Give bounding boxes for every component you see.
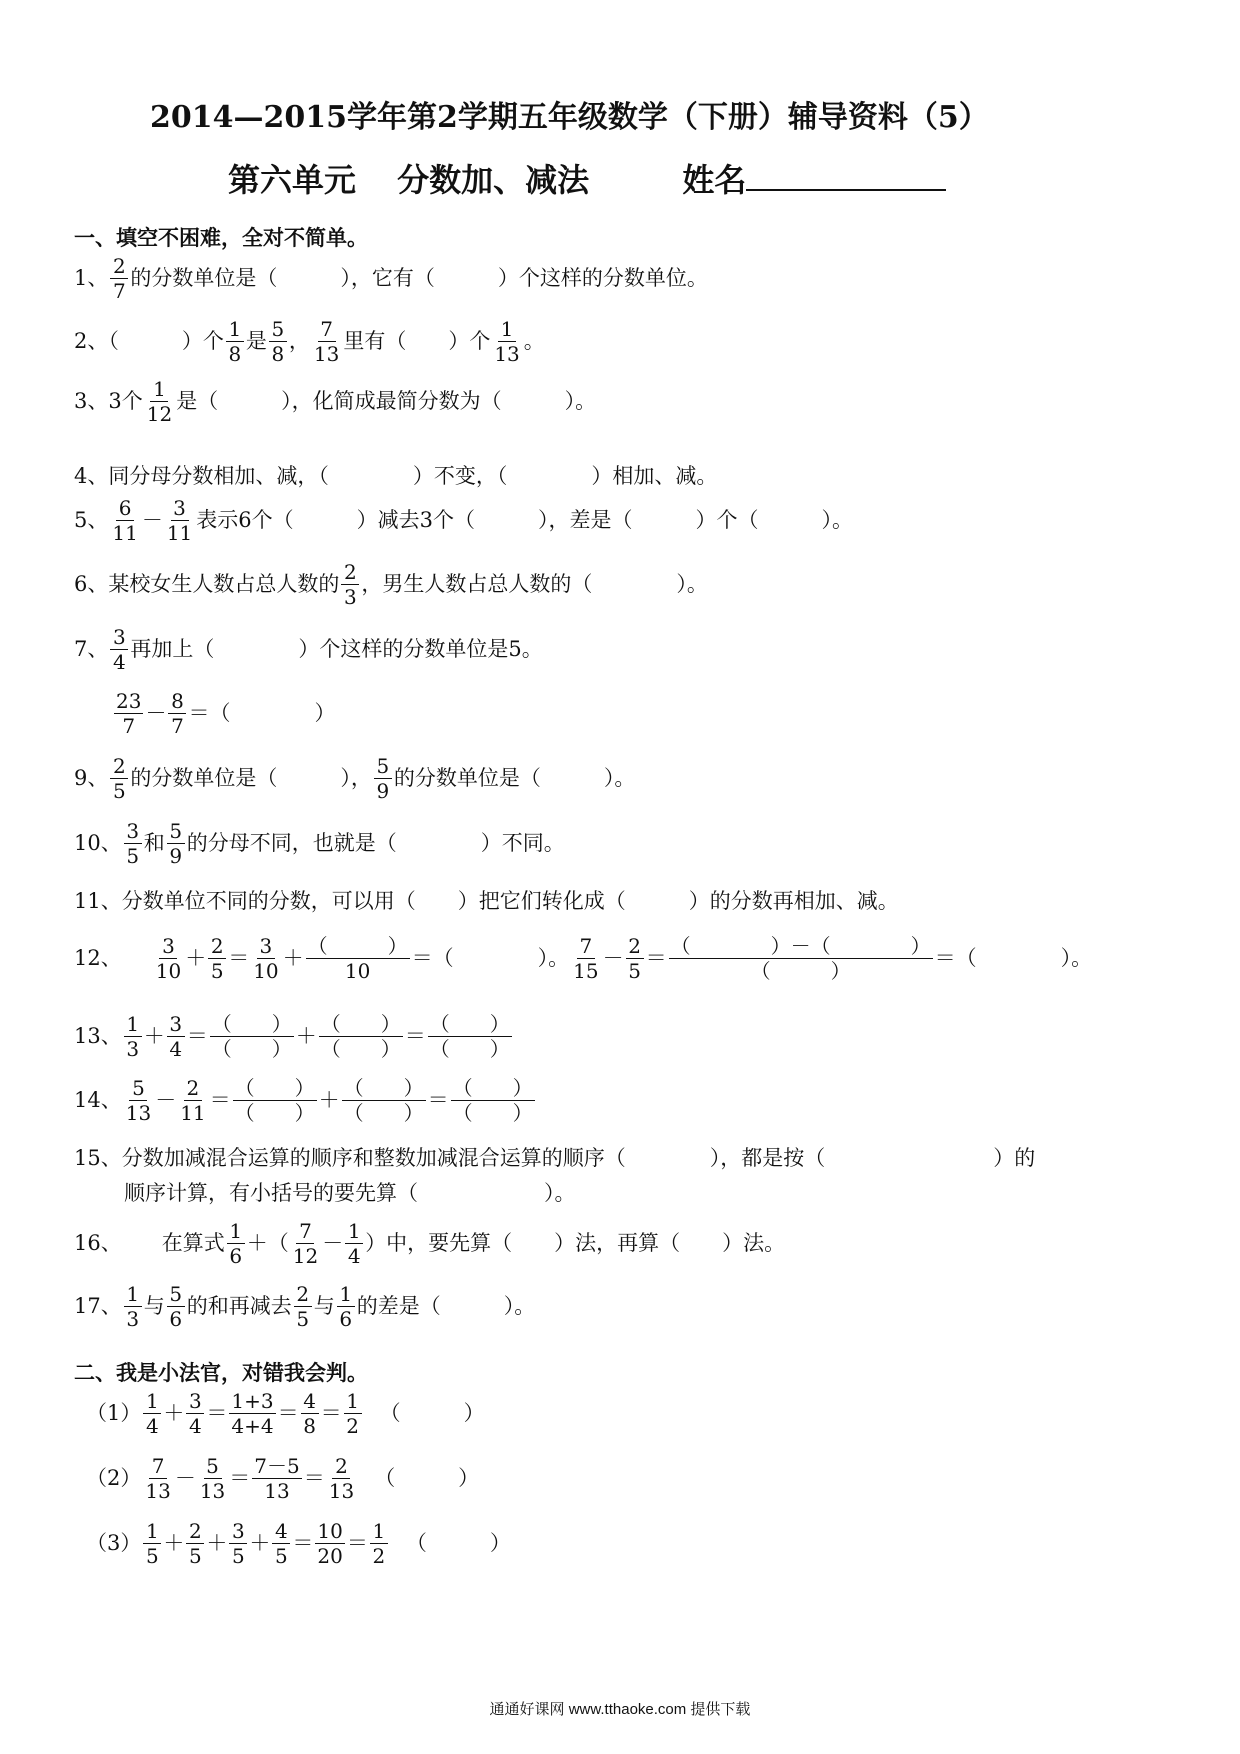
answer-fraction-blank[interactable]: $\frac{( )}{( )}$: [320, 1012, 401, 1061]
name-label: 姓名: [682, 161, 747, 199]
fraction: $\frac{1}{6}$: [227, 1220, 245, 1267]
fraction: $\frac{5}{9}$: [167, 820, 185, 867]
fraction: $\frac{5}{9}$: [374, 755, 392, 802]
question-5: 5、 $\frac{6}{11}$ － $\frac{3}{11}$ 表示6个（ ）减去3个（ ），差是（ ）个（ ）。: [74, 496, 854, 545]
fraction: $\frac{1}{2}$: [344, 1390, 362, 1437]
question-14: 14、 $\frac{5}{13}$ － $\frac{2}{11}$ ＝ $\frac{( )}{( )}$ ＋ $\frac{( )}{( )}$ ＝ $\frac{( )}{( )}$: [74, 1076, 533, 1125]
fraction: $\frac{3}{5}$: [124, 820, 142, 867]
fraction: $\frac{3}{5}$: [229, 1520, 247, 1567]
answer-fraction-blank[interactable]: $\frac{( )}{10}$: [307, 934, 408, 983]
section-heading-fill-in: 一、填空不困难，全对不简单。: [74, 225, 368, 250]
fraction: $\frac{8}{7}$: [168, 690, 186, 737]
fraction: $\frac{10}{20}$: [317, 1519, 343, 1568]
answer-fraction-blank[interactable]: $\frac{( )}{( )}$: [343, 1076, 424, 1125]
question-15-line-2: 顺序计算，有小括号的要先算（ ）。: [124, 1181, 576, 1205]
fraction: $\frac{5}{6}$: [167, 1283, 185, 1330]
judge-answer-blank[interactable]: （ ）: [405, 1531, 511, 1555]
question-1: 1、 $\frac{2}{7}$ 的分数单位是（ ），它有（ ）个这样的分数单位。: [74, 254, 708, 303]
fraction: $\frac{3}{10}$: [253, 934, 279, 983]
judge-answer-blank[interactable]: （ ）: [374, 1466, 480, 1490]
fraction: $\frac{2}{11}$: [180, 1076, 206, 1125]
fraction: $\frac{2}{5}$: [110, 755, 128, 802]
fraction: $\frac{6}{11}$: [112, 496, 138, 545]
unit-label: 第六单元: [228, 161, 357, 199]
name-blank-line[interactable]: [746, 163, 946, 191]
fraction: $\frac{3}{10}$: [155, 934, 182, 983]
fraction: $\frac{1}{3}$: [124, 1013, 142, 1060]
question-15-line-1: 15、分数加减混合运算的顺序和整数加减混合运算的顺序（ ），都是按（ ）的: [74, 1146, 1036, 1170]
fraction: $\frac{1}{3}$: [124, 1283, 142, 1330]
fraction: $\frac{5}{8}$: [269, 318, 287, 365]
question-12: 12、 $\frac{3}{10}$ ＋ $\frac{2}{5}$ ＝ $\frac{3}{10}$ ＋ $\frac{( )}{10}$ ＝（ ）。 $\frac{7}{15}$ － $\frac{2}{5}$ ＝ $\frac{( )-( )}{( )}$ ＝（ ）。: [74, 934, 1093, 983]
question-16: 16、 在算式 $\frac{1}{6}$ ＋（ $\frac{7}{12}$ － $\frac{1}{4}$ ）中，要先算（ ）法，再算（ ）法。: [74, 1219, 786, 1268]
question-3: 3、3个 $\frac{1}{12}$ 是（ ），化简成最简分数为（ ）。: [74, 377, 597, 426]
page-title: 2014—2015学年第2学期五年级数学（下册）辅导资料（5）: [150, 100, 989, 135]
question-13: 13、 $\frac{1}{3}$ ＋ $\frac{3}{4}$ ＝ $\frac{( )}{( )}$ ＋ $\frac{( )}{( )}$ ＝ $\frac{( )}{( )}$: [74, 1012, 510, 1061]
fraction: $\frac{2}{7}$: [110, 255, 128, 302]
question-11: 11、分数单位不同的分数，可以用（ ）把它们转化成（ ）的分数再相加、减。: [74, 889, 899, 913]
question-4: 4、同分母分数相加、减，（ ）不变，（ ）相加、减。: [74, 464, 718, 488]
fraction: $\frac{1}{4}$: [345, 1220, 363, 1267]
fraction: $\frac{7}{13}$: [313, 317, 340, 366]
fraction: $\frac{7}{13}$: [145, 1454, 171, 1503]
question-10: 10、 $\frac{3}{5}$ 和 $\frac{5}{9}$ 的分母不同，也就是（ ）不同。: [74, 819, 565, 868]
fraction: $\frac{2}{5}$: [294, 1283, 312, 1330]
fraction: $\frac{3}{4}$: [167, 1013, 185, 1060]
fraction: $\frac{1}{13}$: [494, 317, 520, 366]
fraction: $\frac{4}{8}$: [301, 1390, 319, 1437]
fraction: $\frac{5}{13}$: [199, 1454, 226, 1503]
judge-item-2: （2） $\frac{7}{13}$ － $\frac{5}{13}$ ＝ $\frac{7-5}{13}$ ＝ $\frac{2}{13}$ （ ）: [86, 1454, 480, 1503]
answer-fraction-blank[interactable]: $\frac{( )}{( )}$: [211, 1012, 292, 1061]
footer-credit: 通通好课网 www.tthaoke.com 提供下载: [489, 1701, 751, 1718]
fraction: $\frac{1}{4}$: [143, 1390, 161, 1437]
fraction: $\frac{2}{5}$: [208, 935, 226, 982]
fraction: $\frac{3}{11}$: [166, 496, 193, 545]
fraction: $\frac{1}{8}$: [226, 318, 244, 365]
fraction: $\frac{7}{15}$: [573, 934, 599, 983]
topic-label: 分数加、减法: [397, 161, 590, 199]
fraction: $\frac{3}{4}$: [186, 1390, 204, 1437]
fraction: $\frac{23}{7}$: [116, 689, 142, 738]
fraction: $\frac{7}{12}$: [292, 1219, 319, 1268]
question-6: 6、某校女生人数占总人数的 $\frac{2}{3}$ ，男生人数占总人数的（ ）。: [74, 560, 708, 609]
answer-fraction-blank[interactable]: $\frac{( )}{( )}$: [234, 1076, 315, 1125]
answer-fraction-blank[interactable]: $\frac{( )}{( )}$: [452, 1076, 533, 1125]
answer-fraction-blank[interactable]: $\frac{( )-( )}{( )}$: [670, 934, 931, 983]
answer-fraction-blank[interactable]: $\frac{( )}{( )}$: [429, 1012, 510, 1061]
question-9: 9、 $\frac{2}{5}$ 的分数单位是（ ）， $\frac{5}{9}$ 的分数单位是（ ）。: [74, 754, 636, 803]
fraction: $\frac{7-5}{13}$: [254, 1454, 300, 1503]
judge-item-3: （3） $\frac{1}{5}$ ＋ $\frac{2}{5}$ ＋ $\frac{3}{5}$ ＋ $\frac{4}{5}$ ＝ $\frac{10}{20}$ ＝ $\frac{1}{2}$ （ ）: [86, 1519, 511, 1568]
page-subtitle: [228, 155, 946, 201]
judge-item-1: （1） $\frac{1}{4}$ ＋ $\frac{3}{4}$ ＝ $\frac{1+3}{4+4}$ ＝ $\frac{4}{8}$ ＝ $\frac{1}{2}$ （ ）: [86, 1389, 485, 1438]
judge-answer-blank[interactable]: （ ）: [379, 1401, 485, 1425]
fraction: $\frac{1}{5}$: [143, 1520, 161, 1567]
fraction: $\frac{1}{12}$: [146, 377, 173, 426]
fraction: $\frac{2}{3}$: [341, 561, 359, 608]
fraction: $\frac{5}{13}$: [125, 1076, 152, 1125]
fraction: $\frac{3}{4}$: [110, 626, 128, 673]
fraction: $\frac{1}{2}$: [370, 1520, 388, 1567]
fraction: $\frac{2}{13}$: [328, 1454, 355, 1503]
section-heading-true-false: 二、我是小法官，对错我会判。: [74, 1360, 368, 1385]
fraction: $\frac{2}{5}$: [626, 935, 644, 982]
question-2: 2、（ ）个 $\frac{1}{8}$ 是 $\frac{5}{8}$ ， $\frac{7}{13}$ 里有（ ）个 $\frac{1}{13}$ 。: [74, 317, 545, 366]
fraction: $\frac{4}{5}$: [272, 1520, 290, 1567]
question-7: 7、 $\frac{3}{4}$ 再加上（ ）个这样的分数单位是5。: [74, 625, 543, 674]
fraction: $\frac{1}{6}$: [337, 1283, 355, 1330]
fraction: $\frac{2}{5}$: [186, 1520, 204, 1567]
question-8: $\frac{23}{7}$ － $\frac{8}{7}$ ＝（ ）: [116, 689, 336, 738]
question-17: 17、 $\frac{1}{3}$ 与 $\frac{5}{6}$ 的和再减去 $\frac{2}{5}$ 与 $\frac{1}{6}$ 的差是（ ）。: [74, 1282, 536, 1331]
fraction: $\frac{1+3}{4+4}$: [231, 1389, 274, 1438]
